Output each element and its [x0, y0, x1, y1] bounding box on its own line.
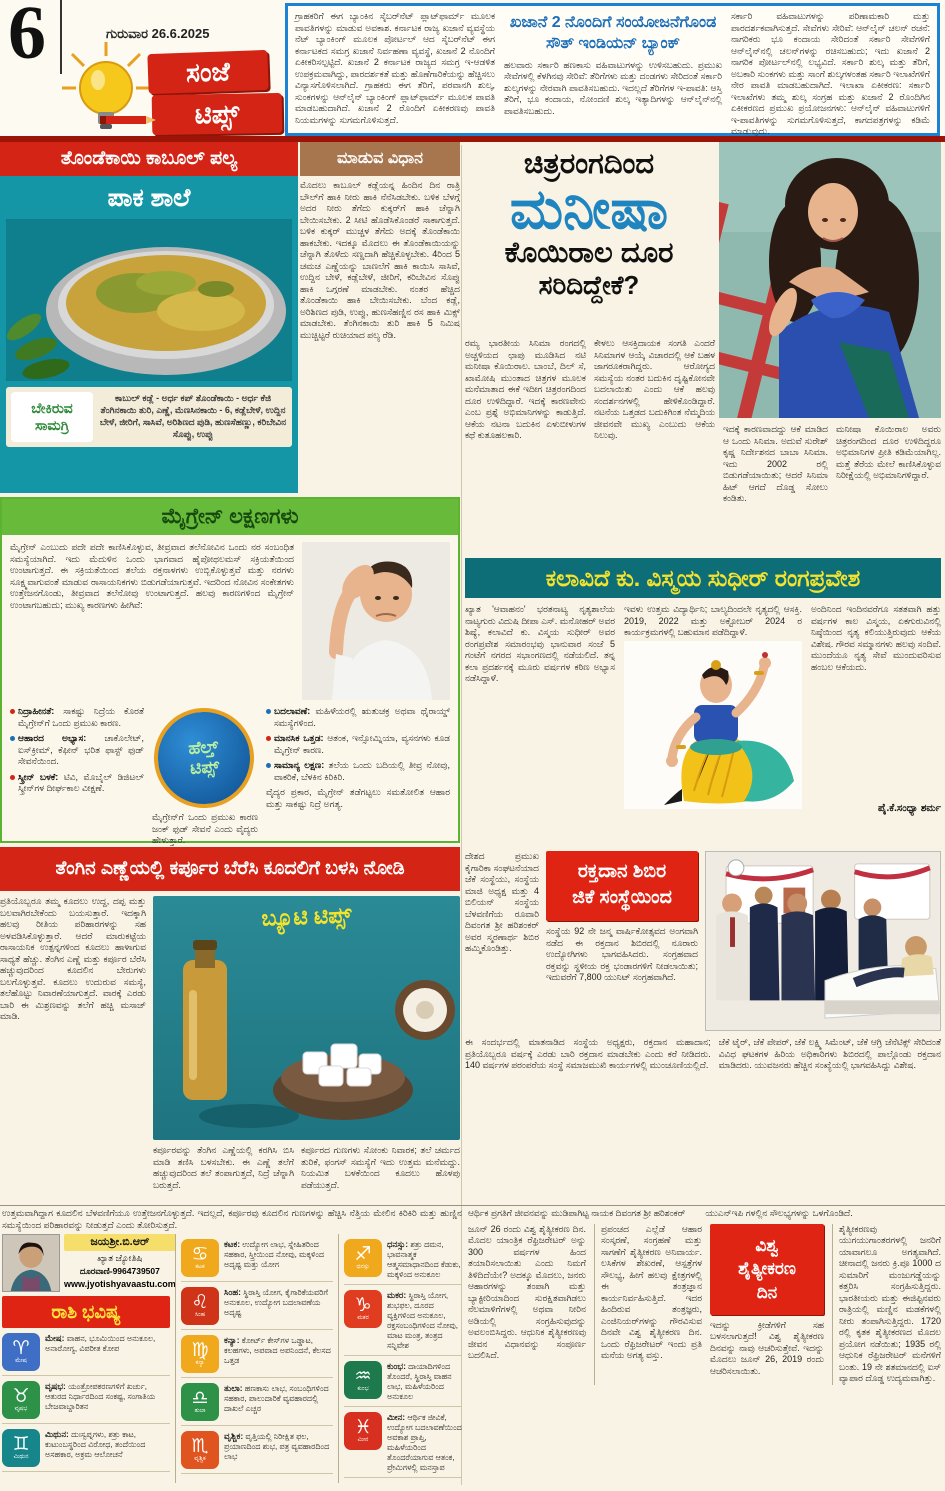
blood-title-line2: ಜಿಕೆ ಸಂಸ್ಥೆಯಿಂದ — [572, 886, 672, 908]
cancer-icon: ♋ ಕಟಕ — [181, 1239, 219, 1277]
manisha-article — [465, 142, 941, 556]
dancer-article — [465, 558, 941, 845]
zodiac-entry-aries: ♈ ಮೇಷ ಮೇಷ: ವಾಹನ, ಭೂಮಿಯಿಂದ ಅನುಕೂಲ, ಅನಾರೋಗ್ಯ, ವಿಪರೀತ ಕೋಪ — [2, 1333, 170, 1376]
zodiac-entry-pisces: ♓ ಮೀನ ಮೀನ: ಆರ್ಥಿಕ ಜೀವಿಕೆ, ಉದ್ಯೋಗ ಬದಲಾವಣೆಯಿಂದ ಅವಕಾಶ ಪ್ರಾಪ್ತಿ, ಮಹಿಳೆಯರಿಂದ ತೊಂದರೆಯಾಗುವ ಆತಂಕ, ಪ್ರೇಮಿಗಳಲ್ಲಿ ಮನಸ್ತಾಪ — [344, 1412, 462, 1478]
horoscope-title-band: ರಾಶಿ ಭವಿಷ್ಯ — [2, 1296, 170, 1328]
dancer-col1: ಖ್ಯಾತ 'ಆವಾಹನಂ' ಭರತನಾಟ್ಯ ನೃತ್ಯಶಾಲೆಯ ನಾಟ್ಯಗುರು ವಿದುಷಿ ದೀಪಾ ಎಸ್. ಮನೋಹರ್ ಅವರ ಶಿಷ್ಯೆ, ಕಲಾವಿದೆ ಕು. ವಿಸ್ಮಯ ಸುಧೀರ್ ಅವರ ರಂಗಪ್ರವೇಶ ಸಮಾರಂಭವು ಭಾನುವಾರ ಸಂಜೆ 5 ಗಂಟೆಗೆ ನಗರದ ಸಭಾಂಗಣದಲ್ಲಿ ನಡೆಯಲಿದೆ. ತನ್ನ ಕಲಾ ಪ್ರದರ್ಶನಕ್ಕೆ ಮೂರು ವರ್ಷಗಳ ಕಠಿಣ ಅಭ್ಯಾಸ ನಡೆಸಿದ್ದಾಳೆ. — [465, 604, 615, 684]
astrologer-name: ಜಯಶ್ರೀ.ಬಿ.ಆರ್ — [64, 1234, 176, 1251]
zodiac-entry-sagittarius: ♐ ಧನಸ್ಸು ಧನಸ್ಸು: ಶತ್ರು ದಮನ, ಭಾವನಾತ್ಮಕ ಆತ್ಮಸಮಾಧಾನದಿಂದ ಕೆಡುಕು, ಮಕ್ಕಳಿಂದ ಅನುಕೂಲ — [344, 1239, 462, 1285]
zodiac-entry-taurus: ♉ ವೃಷಭ ವೃಷಭ: ಯಂತ್ರೋಪಕರಣಗಳಿಗೆ ಖರ್ಚು, ಆತುರದ ನಿರ್ಧಾರದಿಂದ ಸಂಕಷ್ಟ, ಸಂಗಾತಿಯ ಬೇಜವಾಬ್ದಾರಿತನ — [2, 1381, 170, 1424]
bullet-icon — [10, 775, 15, 780]
health-tips-line2: ಟಿಪ್ಸ್ — [189, 756, 220, 778]
headline-line4: ಸರಿದಿದ್ದೇಕೆ? — [538, 270, 640, 300]
bullet-icon — [10, 736, 15, 741]
top-story-col1: ಗ್ರಾಹಕರಿಗೆ ಈಗ ಬ್ಯಾಂಕಿನ ಸೈಬರ್‌ನೆಟ್ ಪ್ಲಾಟ್‌ಫಾರ್ಮ್ ಮೂಲಕ ಪಾವತಿಗಳನ್ನು ಮಾಡುವ ಅವಕಾಶ. ಕರ್ನಾಟಕ ರಾಜ್ಯ ಖಜಾನೆ ವ್ಯವಸ್ಥೆಯ ನೆಟ್ ಬ್ಯಾಂಕಿಂಗ್ ಮೂಲಕ ಪೋರ್ಟಲ್ ಆದ ಸೈಬರ್‌ನೆಟ್ ಈಗ ಕರ್ನಾಟಕದ ಸಮಗ್ರ ಖಜಾನೆ ನಿರ್ವಹಣಾ ವ್ಯವಸ್ಥೆ, ಖಜಾನೆ 2 ನೊಂದಿಗೆ ಏಕೀಕರಿಸಲ್ಪಟ್ಟಿದೆ. ಖಜಾನೆ 2 ಕರ್ನಾಟಕ ರಾಜ್ಯದ ಸಮಗ್ರ ಇ-ಆಡಳಿತ ಉಪಕ್ರಮವಾಗಿದ್ದು, ಪಾರದರ್ಶಕತೆ ಮತ್ತು ಹೊಣೆಗಾರಿಕೆಯನ್ನು ಹೆಚ್ಚಿಸಲು ವಿನ್ಯಾಸಗೊಳಿಸಲಾಗಿದೆ. ಗ್ರಾಹಕರು ಈಗ ತೆರಿಗೆ, ಪರವಾನಗಿ ಶುಲ್ಕ, ಸುಂಕಗಳನ್ನು ಆನ್‌ಲೈನ್ ಬ್ಯಾಂಕಿಂಗ್ ಪ್ಲಾಟ್‌ಫಾರ್ಮ್ ಮೂಲಕ ಪಾವತಿ ಮಾಡಬಹುದಾಗಿದೆ. ಖಜಾನೆ 2 ರೊಂದಿಗೆ ಏಕೀಕರಣವು ಪಾವತಿ ನಿಯಮಗಳನ್ನು ಸುಗಮಗೊಳಿಸುತ್ತದೆ. — [295, 11, 495, 125]
manisha-cols-left — [465, 338, 715, 556]
aquarius-icon: ♒ ಕುಂಭ — [344, 1361, 382, 1399]
beauty-tail: ಉತ್ತಮವಾಗಿದ್ದಾಗ ಕೂದಲಿನ ಬೆಳವಣಿಗೆಯೂ ಉತ್ತೇಜನಗೊಳ್ಳುತ್ತದೆ. ಇದಲ್ಲದೆ, ಕರ್ಪೂರವು ಕೂದಲಿನ ಗುಣಗಳನ್ನು ಹೆಚ್ಚಿಸಿ ನೆತ್ತಿಯ ಮೇಲಿನ ಕಿರಿಕಿರಿ ಮತ್ತು ಹುಣ್ಣಿನ ಸಮಸ್ಯೆಯಿಂದ ಪರಿಹಾರವನ್ನು ನೀಡುತ್ತದೆ ಎಂದು ತೋರಿಸುತ್ತದೆ. — [2, 1208, 462, 1230]
dancer-photo — [624, 641, 802, 809]
blood-intro-col: ದೇಶದ ಪ್ರಮುಖ ಕೈಗಾರಿಕಾ ಸಂಘಟನೆಯಾದ ಜೆಕೆ ಸಂಸ್ಥೆಯು, ಸಂಸ್ಥೆಯ ಮಾಜಿ ಅಧ್ಯಕ್ಷ ಮತ್ತು 4 ಬಿಲಿಯನ್ ಸಂಸ್ಥೆಯ ಬೆಳವಣಿಗೆಯ ರೂವಾರಿ ದಿವಂಗತ ಶ್ರೀ ಹರಿಶಂಕರ್ ಅವರ ಸ್ಮರಣಾರ್ಥ ಶಿಬಿರ ಹಮ್ಮಿಕೊಂಡಿತ್ತು. — [465, 851, 539, 954]
refrigeration-title-box — [710, 1224, 824, 1315]
dancer-col3: ಅಂದಿನಿಂದ ಇಂದಿನವರೆಗೂ ಸತತವಾಗಿ ಹತ್ತು ವರ್ಷಗಳ ಕಾಲ ವಿಸ್ಮಯ, ಏಕಗುರುವಿನಲ್ಲಿ ನಿಷ್ಠೆಯಿಂದ ನೃತ್ಯ ಕಲಿಯುತ್ತಿರುವುದು ಆಕೆಯ ವಿಶೇಷ. ಗೌರವ ಸಮ್ಮಾನಗಳು ಹಲವು ಸಂದಿವೆ. ಮುಂದೆಯೂ ನೃತ್ಯ ಸೇವೆ ಮುಂದುವರಿಸುವ ಹಂಬಲ ಆಕೆಯದು. — [811, 604, 941, 672]
blood-title-box — [546, 851, 698, 921]
astrologer-phone: ದೂರವಾಣಿ-9964739507 — [79, 1266, 160, 1277]
leo-icon: ♌ ಸಿಂಹ — [181, 1287, 219, 1325]
zodiac-entry-cancer: ♋ ಕಟಕ ಕಟಕ: ಉದ್ಯೋಗ ಲಾಭ, ಸ್ನೇಹಿತರಿಂದ ಸಹಕಾರ, ಸ್ತ್ರೀಯಿಂದ ನೋವು, ಮಕ್ಕಳಿಂದ ಅದೃಷ್ಟ ಮತ್ತು ಯೋಗ — [181, 1239, 333, 1282]
migraine-article — [0, 497, 460, 846]
astrologer-photo — [2, 1234, 60, 1292]
manisha-col2: ಕೇಳಲು ಆಸಕ್ತಿದಾಯಕ ಸಂಗತಿ ಎಂದರೆ ಸಿನಿಮಾಗಳ ಆಯ್ಕೆ ವಿಚಾರದಲ್ಲಿ ಆಕೆ ಬಹಳ ಜಾಗರೂಕರಾಗಿದ್ದರು. ಆರೋಗ್ಯದ ಸಮಸ್ಯೆಯ ನಂತರ ಬದುಕಿನ ದೃಷ್ಟಿಕೋನವೇ ಬದಲಾಯಿತು ಎಂದು ಆಕೆ ಹಲವು ಸಂದರ್ಶನಗಳಲ್ಲಿ ಹೇಳಿಕೊಂಡಿದ್ದಾರೆ. ನಟನೆಯ ಒತ್ತಡದ ಬದುಕಿಗಿಂತ ನೆಮ್ಮದಿಯ ಜೀವನವೇ ಮುಖ್ಯ ಎಂಬುದು ಆಕೆಯ ನಿಲುವು. — [594, 338, 715, 441]
horoscope-section — [2, 1208, 462, 1491]
logo-line2: ಟಿಪ್ಸ್ — [152, 93, 283, 135]
astrologer-card — [2, 1234, 176, 1292]
beauty-photo — [153, 896, 460, 1140]
manisha-cols-right — [723, 424, 941, 556]
recipe-food-photo — [6, 219, 292, 381]
headline-name: ಮನೀಷಾ — [509, 177, 669, 240]
health-tips-line1: ಹೆಲ್ತ್ — [187, 737, 219, 759]
virgo-icon: ♍ ಕನ್ಯಾ — [181, 1335, 219, 1373]
zodiac-entry-capricorn: ♑ ಮಕರ ಮಕರ: ಸ್ಥಿರಾಸ್ತಿ ಯೋಗ, ಶುಭಫಲ, ದೂರದ ವ್ಯಕ್ತಿಗಳಿಂದ ಅನುಕೂಲ, ರಕ್ತಸಂಬಂಧಿಗಳಿಂದ ನೋವು, ಮಾಟ ಮಂತ್ರ, ತಂತ್ರದ ಸನ್ನಿವೇಶ — [344, 1290, 462, 1356]
scorpio-icon: ♏ ವೃಶ್ಚಿಕ — [181, 1431, 219, 1469]
zodiac-entry-aquarius: ♒ ಕುಂಭ ಕುಂಭ: ದಾಯಾದಿಗಳಿಂದ ತೊಂದರೆ, ಸ್ಥಿರಾಸ್ತಿ ವಾಹನ ಲಾಭ, ಮಹಿಳೆಯರಿಂದ ಅನುಕೂಲ — [344, 1361, 462, 1407]
manisha-col1: ರಮ್ಯ ಭಾರತೀಯ ಸಿನಿಮಾ ರಂಗದಲ್ಲಿ ಅಚ್ಚಳಿಯದ ಛಾಪು ಮೂಡಿಸಿದ ನಟಿ ಮನೀಷಾ ಕೊಯಿರಾಲ. ಬಾಂಬೆ, ದಿಲ್ ಸೆ, ಖಾಮೋಷಿ ಮುಂತಾದ ಚಿತ್ರಗಳ ಮೂಲಕ ಮನೆಮಾತಾದ ಈಕೆ ಇದೀಗ ಚಿತ್ರರಂಗದಿಂದ ದೂರ ಉಳಿದಿದ್ದಾರೆ. ಇದಕ್ಕೆ ಕಾರಣವೇನು ಎಂಬ ಪ್ರಶ್ನೆ ಅಭಿಮಾನಿಗಳನ್ನು ಕಾಡುತ್ತಿದೆ. ಆಕೆಯ ನಟನಾ ಬದುಕಿನ ಏಳುಬೀಳುಗಳ ಕಥೆ ಕುತೂಹಲಕಾರಿ. — [465, 338, 586, 441]
top-story-col2: ಹಲವಾರು ಸರ್ಕಾರಿ ಹಣಕಾಸು ವಹಿವಾಟುಗಳನ್ನು ಉಳಿಸಬಹುದು. ಪ್ರಮುಖ ಸೇವೆಗಳಲ್ಲಿ ಕೆಳಗಿನವು ಸೇರಿವೆ: ತೆರಿಗೆಗಳು ಮತ್ತು ದಂಡಗಳು ಸೇರಿದಂತೆ ಸರ್ಕಾರಿ ಶುಲ್ಕಗಳನ್ನು ನೇರವಾಗಿ ಪಾವತಿಸಬಹುದು. ಇದಲ್ಲದೆ ತೆರಿಗೆಗಳ ಇ-ಪಾವತಿ: ಆಸ್ತಿ ತೆರಿಗೆ, ಭೂ ಕಂದಾಯ, ನೋಂದಣಿ ಶುಲ್ಕ ಇತ್ಯಾದಿಗಳನ್ನು ಆನ್‌ಲೈನ್‌ನಲ್ಲಿ ಪಾವತಿಸಬಹುದು. — [504, 59, 722, 116]
top-story-headline: ಖಜಾನೆ 2 ನೊಂದಿಗೆ ಸಂಯೋಜನೆಗೊಂಡ ಸೌತ್ ಇಂಡಿಯನ್ ಬ್ಯಾಂಕ್ — [509, 14, 717, 52]
bullet-icon — [266, 763, 271, 768]
health-tips-badge — [151, 705, 258, 812]
recipe-title-band: ತೊಂಡೆಕಾಯಿ ಕಾಬೂಲ್ ಪಲ್ಯ — [0, 142, 298, 176]
taurus-icon: ♉ ವೃಷಭ — [2, 1381, 40, 1419]
coconut-oil-photo — [153, 940, 459, 1140]
headline-line3: ಕೊಯಿರಾಲ ದೂರ — [504, 237, 674, 269]
ingredients-label: ಬೇಕಿರುವ ಸಾಮಗ್ರಿ — [11, 392, 93, 442]
pisces-icon: ♓ ಮೀನ — [344, 1412, 382, 1450]
blood-tail: ಆರ್ಥಿಕ ಪ್ರಗತಿಗೆ ಜೀವನವನ್ನು ಮುಡಿಪಾಗಿಟ್ಟ ನಾಯಕ ದಿವಂಗತ ಶ್ರೀ ಹರಿಶಂಕರ್ — [468, 1208, 686, 1218]
beauty-title-band: ತೆಂಗಿನ ಎಣ್ಣೆಯಲ್ಲಿ ಕರ್ಪೂರ ಬೆರೆಸಿ ಕೂದಲಿಗೆ ಬಳಸಿ ನೋಡಿ — [0, 847, 460, 891]
manisha-col3: ಇದಕ್ಕೆ ಕಾರಣವಾದದ್ದು ಆಕೆ ಮಾಡಿದ ಆ ಒಂದು ಸಿನಿಮಾ. ಅದುವೆ ಸುರೇಶ್ ಕೃಷ್ಣ ನಿರ್ದೇಶನದ ಬಾಬಾ ಸಿನಿಮಾ. ಇದು 2002 ರಲ್ಲಿ ಬಿಡುಗಡೆಯಾಯಿತು; ಆದರೆ ಸಿನಿಮಾ ಹಿಟ್ ಆಗದೆ ದೊಡ್ಡ ಸೋಲು ಕಂಡಿತು. — [723, 424, 828, 504]
aries-icon: ♈ ಮೇಷ — [2, 1333, 40, 1371]
top-story — [285, 3, 940, 136]
beauty-col-left: ಪ್ರತಿಯೊಬ್ಬರೂ ತಮ್ಮ ಕೂದಲು ಉದ್ದ, ದಪ್ಪ ಮತ್ತು ಬಲವಾಗಿರಬೇಕೆಂದು ಬಯಸುತ್ತಾರೆ. ಇದಕ್ಕಾಗಿ ಹಲವು ರೀತಿಯ ಪರಿಹಾರಗಳನ್ನು ಸಹ ಅಳವಡಿಸಿಕೊಳ್ಳುತ್ತಾರೆ. ಆದರೆ ಮಾರುಕಟ್ಟೆಯ ರಾಸಾಯನಿಕ ಉತ್ಪನ್ನಗಳಿಂದ ಕೂದಲು ಹಾಳಾಗುವ ಸಾಧ್ಯತೆ ಹೆಚ್ಚು. ತೆಂಗಿನ ಎಣ್ಣೆ ಮತ್ತು ಕರ್ಪೂರ ಬೆರೆಸಿ ಹಚ್ಚುವುದರಿಂದ ಕೂದಲಿನ ಬೇರುಗಳು ಬಲಗೊಳ್ಳುತ್ತವೆ. ಕೂದಲು ಉದುರುವ ಸಮಸ್ಯೆ, ತಲೆಹೊಟ್ಟು ನಿವಾರಣೆಯಾಗುತ್ತದೆ. ವಾರಕ್ಕೆ ಎರಡು ಬಾರಿ ಈ ಮಿಶ್ರಣವನ್ನು ತಲೆಗೆ ಹಚ್ಚಿ ಮಸಾಜ್ ಮಾಡಿ. — [0, 896, 146, 1022]
method-text: ಮೊದಲು ಕಾಬೂಲ್ ಕಡ್ಲೆಯನ್ನ ಹಿಂದಿನ ದಿನ ರಾತ್ರಿ ಬೌಲ್‌ಗೆ ಹಾಕಿ ನೀರು ಹಾಕಿ ನೆನೆಸಿಡಬೇಕು. ಬಳಿಕ ಬೆಳಗ್ಗೆ ಅದರ ನೀರು ತೆಗೆದು ಕುಕ್ಕರ್‌ಗೆ ಹಾಕಿ ಚೆನ್ನಾಗಿ ಬೇಯಿಸಬೇಕು. 2 ಸೀಟಿ ಹೊಡೆಸಿಕೊಂಡರೆ ಸಾಕಾಗುತ್ತದೆ. ಬಳಿಕ ಕುಕ್ಕರ್ ಮುಚ್ಚಳ ತೆಗೆದು ಅದಕ್ಕೆ ತೊಂಡೆಕಾಯಿ ಹಾಕಬೇಕು. ಇದಕ್ಕೂ ಮೊದಲು ಈ ತೊಂಡೆಕಾಯಿಯನ್ನು ಚೆನ್ನಾಗಿ ತೊಳೆದು ಸಣ್ಣದಾಗಿ ಹೆಚ್ಚಿಕೊಳ್ಳಬೇಕು. 4ರಿಂದ 5 ಚಮಚ ಎಣ್ಣೆಯನ್ನು ಬಾಣಲೆಗೆ ಹಾಕಿ ಕಾಯಿಸಿ ಸಾಸಿವೆ, ಉದ್ದಿನ ಬೇಳೆ, ಕಡ್ಲೆಬೇಳೆ, ಜೀರಿಗೆ, ಕರಿಬೇವಿನ ಸೊಪ್ಪು ಹಾಕಿ ಒಗ್ಗರಣೆ ಮಾಡಬೇಕು. ನಂತರ ಹೆಚ್ಚಿದ ತೊಂಡೆಕಾಯಿ ಹಾಕಿ ಬೇಯಿಸಬೇಕು. ಬೆಂದ ಕಡ್ಲೆ, ಅರಿಶಿಣದ ಪುಡಿ, ಉಪ್ಪು, ಹುಣಸೆಹಣ್ಣಿನ ರಸ ಹಾಕಿ ಮಿಕ್ಸ್ ಮಾಡಬೇಕು. ತೆಂಗಿನಕಾಯಿ ತುರಿ ಹಾಕಿ 5 ನಿಮಿಷ ಮುಚ್ಚಿಟ್ಟರೆ ರುಚಿಯಾದ ಪಲ್ಯ ರೆಡಿ. — [300, 180, 460, 340]
logo-line1: ಸಂಜೆ — [147, 50, 268, 94]
beauty-col-b2: ಕರ್ಪೂರದ ಗುಣಗಳು ಸೋಂಕು ನಿವಾರಕ; ತಲೆ ಚರ್ಮದ ತುರಿಕೆ, ಫಂಗಸ್ ಸಮಸ್ಯೆಗೆ ಇದು ಉತ್ತಮ ಮನೆಮದ್ದು. ನಿಯಮಿತ ಬಳಕೆಯಿಂದ ಕೂದಲು ಹೊಳಪು ಪಡೆಯುತ್ತದೆ. — [301, 1145, 460, 1190]
recipe-kicker: ಪಾಕ ಶಾಲೆ — [107, 184, 191, 212]
capricorn-icon: ♑ ಮಕರ — [344, 1290, 382, 1328]
blood-col3: ಜೆಕೆ ಟೈರ್, ಜೆಕೆ ಪೇಪರ್, ಜೆಕೆ ಲಕ್ಷ್ಮಿ ಸಿಮೆಂಟ್, ಜೆಕೆ ಆಗ್ರಿ ಜೆನೆಟಿಕ್ಸ್ ಸೇರಿದಂತೆ ವಿವಿಧ ಘಟಕಗಳ ಹಿರಿಯ ಅಧಿಕಾರಿಗಳು ಶಿಬಿರದಲ್ಲಿ ಪಾಲ್ಗೊಂಡು ರಕ್ತದಾನ ಮಾಡಿದರು. ಯುವಜನರು ಹೆಚ್ಚಿನ ಸಂಖ್ಯೆಯಲ್ಲಿ ಭಾಗವಹಿಸಿದ್ದು ವಿಶೇಷ. — [718, 1037, 941, 1071]
zodiac-entry-gemini: ♊ ಮಿಥುನ ಮಿಥುನ: ದುಃಸ್ವಪ್ನಗಳು, ಶತ್ರು ಕಾಟ, ಕುಟುಂಬಸ್ಥರಿಂದ ವಿರೋಧ, ತಂದೆಯಿಂದ ಅಸಹಕಾರ, ಅಕ್ರಮ ಆಲೋಚನೆ — [2, 1429, 170, 1472]
migraine-middle — [152, 706, 258, 847]
sagittarius-icon: ♐ ಧನಸ್ಸು — [344, 1239, 382, 1277]
manisha-headline — [465, 148, 713, 302]
refrig-title-line1: ವಿಶ್ವ — [755, 1235, 779, 1255]
manisha-col4: ಮನೀಷಾ ಕೊಯಿರಾಲ ಅವರು ಚಿತ್ರರಂಗದಿಂದ ದೂರ ಉಳಿದಿದ್ದರೂ ಅಭಿಮಾನಿಗಳ ಪ್ರೀತಿ ಕಡಿಮೆಯಾಗಿಲ್ಲ. ಮತ್ತೆ ತೆರೆಯ ಮೇಲೆ ಕಾಣಿಸಿಕೊಳ್ಳುವ ನಿರೀಕ್ಷೆಯಲ್ಲಿ ಅಭಿಮಾನಿಗಳಿದ್ದಾರೆ. — [836, 424, 941, 481]
bullet-icon — [10, 709, 15, 714]
refrig-col1: ಜೂನ್ 26 ರಂದು ವಿಶ್ವ ಶೈತ್ಯೀಕರಣ ದಿನ. ಮೊದಲ ಯಾಂತ್ರಿಕ ರೆಫ್ರಿಜರೇಟರ್ ಅನ್ನು 300 ವರ್ಷಗಳ ಹಿಂದ ತಯಾರಿಸಲಾಯಿತು ಎಂದು ನಿಮಗೆ ತಿಳಿದಿದೆಯೇ? ಅದಕ್ಕೂ ಮೊದಲು, ಜನರು ಆಹಾರಗಳನ್ನು ತಂಪಾಗಿ ಮತ್ತು ಬ್ಯಾಕ್ಟೀರಿಯಾದಿಂದ ಸುರಕ್ಷಿತವಾಗಿಡಲು ನೆಲಮಾಳಿಗೆಗಳಲ್ಲಿ ಅಥವಾ ನೀರಿನ ಅಡಿಯಲ್ಲಿ ಸಂಗ್ರಹಿಸುವುದನ್ನು ಅವಲಂಬಿಸಿದ್ದರು. ಆಧುನಿಕ ಶೈತ್ಯೀಕರಣವು ಜೀವನ ವಿಧಾನವನ್ನು ಸಂಪೂರ್ಣ ಬದಲಿಸಿದೆ. — [468, 1223, 586, 1361]
zodiac-entry-scorpio: ♏ ವೃಶ್ಚಿಕ ವೃಶ್ಚಿಕ: ವೃತ್ತಿಯಲ್ಲಿ ನಿರೀಕ್ಷಿತ ಫಲ, ಪ್ರಯಾಣದಿಂದ ಶುಭ, ಪತ್ರ ವ್ಯವಹಾರದಿಂದ ಲಾಭ — [181, 1431, 333, 1474]
date-label: ಗುರುವಾರ 26.6.2025 — [106, 26, 210, 41]
bullet-icon — [266, 736, 271, 741]
dancer-byline: ಪೈ.ಕೆ.ಸಂಧ್ಯಾ ಶರ್ಮ — [877, 802, 941, 814]
blood-title-line1: ರಕ್ತದಾನ ಶಿಬಿರ — [577, 861, 667, 882]
migraine-title-band: ಮೈಗ್ರೇನ್ ಲಕ್ಷಣಗಳು — [2, 499, 458, 535]
zodiac-entry-virgo: ♍ ಕನ್ಯಾ ಕನ್ಯಾ: ಕೋರ್ಟ್ ಕೇಸ್‌ಗಳ ಒಡ್ಡಾಟ, ಕಲಹಗಳು, ಅಪವಾದ ಅಪನಿಂದನೆ, ಕೆಲಸದ ಒತ್ತಡ — [181, 1335, 333, 1378]
blood-donation-article — [465, 847, 941, 1205]
blood-camp-photo — [705, 851, 941, 1031]
recipe-box — [0, 176, 298, 493]
blood-col2: ಈ ಸಂದರ್ಭದಲ್ಲಿ ಮಾತನಾಡಿದ ಸಂಸ್ಥೆಯ ಅಧ್ಯಕ್ಷರು, ರಕ್ತದಾನ ಮಹಾದಾನ; ಪ್ರತಿಯೊಬ್ಬರೂ ವರ್ಷಕ್ಕೆ ಎರಡು ಬಾರಿ ರಕ್ತದಾನ ಮಾಡಬೇಕು ಎಂದು ಕರೆ ನೀಡಿದರು. 140 ವರ್ಷಗಳ ಪರಂಪರೆಯ ಸಂಸ್ಥೆ ಸಮಾಜಮುಖಿ ಕಾರ್ಯಗಳಲ್ಲಿ ಮುಂಚೂಣಿಯಲ್ಲಿದೆ. — [465, 1037, 711, 1071]
beauty-tips-label: ಬ್ಯೂಟಿ ಟಿಪ್ಸ್ — [260, 902, 352, 931]
refrig-col4: ಶೈತ್ಯೀಕರಣವು ಯುಗಯುಗಾಂತರಗಳಲ್ಲಿ ಜನರಿಗೆ ಯಾವಾಗಲೂ ಅಗತ್ಯವಾಗಿದೆ. ಚೀನಾದಲ್ಲಿ ಜನರು ಕ್ರಿ.ಪೂ 1000 ದ ಸುಮಾರಿಗೆ ಮಂಜುಗಡ್ಡೆಯನ್ನು ಕತ್ತರಿಸಿ ಸಂಗ್ರಹಿಸುತ್ತಿದ್ದರು. ಭಾರತೀಯರು ಮತ್ತು ಈಜಿಪ್ಟಿನವರು ರಾತ್ರಿಯಲ್ಲಿ ಮಣ್ಣಿನ ಮಡಕೆಗಳಲ್ಲಿ ನೀರು ತಂಪಾಗಿಸುತ್ತಿದ್ದರು. 1720 ರಲ್ಲಿ ಕೃತಕ ಶೈತ್ಯೀಕರಣದ ಮೊದಲ ಪ್ರಯೋಗ ನಡೆಯಿತು; 1935 ರಲ್ಲಿ ಆಧುನಿಕ ರೆಫ್ರಿಜರೇಟರ್ ಮನೆಗಳಿಗೆ ಬಂತು. 19 ನೇ ಶತಮಾನದಲ್ಲಿ ಐಸ್ ವ್ಯಾಪಾರ ದೊಡ್ಡ ಉದ್ಯಮವಾಗಿತ್ತು. — [832, 1224, 941, 1385]
top-story-col3: ಸರ್ಕಾರಿ ವಹಿವಾಟುಗಳನ್ನು ಪರಿಣಾಮಕಾರಿ ಮತ್ತು ಪಾರದರ್ಶಕವಾಗಿಸುತ್ತದೆ. ಸೇವೆಗಳು ಸೇರಿವೆ: ಆನ್‌ಲೈನ್ ಚಲನ್ ರಚನೆ: ನಾಗರಿಕರು ಭೂ ಕಂದಾಯ ಸೇರಿದಂತೆ ಸರ್ಕಾರಿ ಸೇವೆಗಳಿಗೆ ಆನ್‌ಲೈನ್‌ನಲ್ಲಿ ಚಲನ್‌ಗಳನ್ನು ರಚಿಸಬಹುದು; ಇದು ಖಜಾನೆ 2 ನಾಗರಿಕ ಪೋರ್ಟಲ್‌ನಲ್ಲಿ ಲಭ್ಯವಿದೆ. ಸರ್ಕಾರಿ ಶುಲ್ಕ ಮತ್ತು ತೆರಿಗೆ, ಅಬಕಾರಿ ಸುಂಕಗಳು ಮತ್ತು ಸಾಂಗೆ ಶುಲ್ಕಗಳಂತಹ ಸರ್ಕಾರಿ ಇಲಾಖೆಗಳಿಗೆ ನೇರ ಪಾವತಿ ಮಾಡಬಹುದಾಗಿದೆ. ಇಲಾಖಾ ಏಕೀಕರಣ: ಸರ್ಕಾರಿ ಇಲಾಖೆಗಳು ತಮ್ಮ ಶುಲ್ಕ ಸಂಗ್ರಹ ಮತ್ತು ಖಜಾನೆ 2 ರೊಂದಿಗಿನ ಏಕೀಕರಣದ ಪ್ರಮುಖ ಪ್ರಯೋಜನಗಳು: ಆನ್‌ಲೈನ್ ವಹಿವಾಟುಗಳಿಗೆ ಇ-ಪಾವತಿಗಳನ್ನು ಸುಗಮಗೊಳಿಸುತ್ತದೆ, ಕಾಗದಪತ್ರಗಳನ್ನು ಕಡಿಮೆ ಮಾಡುವುದು. — [731, 11, 930, 137]
refrigeration-section — [468, 1208, 941, 1491]
headache-man-photo — [302, 542, 450, 700]
refrig-title-line3: ದಿನ — [756, 1283, 778, 1303]
migraine-footer: ವೈದ್ಯರ ಪ್ರಕಾರ, ಮೈಗ್ರೇನ್ ತಡೆಗಟ್ಟಲು ಸಮತೋಲಿತ ಆಹಾರ ಮತ್ತು ಸಾಕಷ್ಟು ನಿದ್ರೆ ಅಗತ್ಯ. — [266, 787, 450, 809]
astrologer-title: ಖ್ಯಾತ ಜ್ಯೋತಿಷಿ — [97, 1253, 143, 1264]
dancer-title-band: ಕಲಾವಿದೆ ಕು. ವಿಸ್ಮಯ ಸುಧೀರ್ ರಂಗಪ್ರವೇಶ — [465, 558, 941, 598]
astrologer-website: www.jyotishyavaastu.com — [64, 1279, 176, 1290]
manisha-photo — [719, 142, 941, 418]
beauty-col-b1: ಕರ್ಪೂರವನ್ನು ತೆಂಗಿನ ಎಣ್ಣೆಯಲ್ಲಿ ಕರಗಿಸಿ ಬಿಸಿ ಮಾಡಿ ತಣಿಸಿ ಬಳಸಬೇಕು. ಈ ಎಣ್ಣೆ ತಲೆಗೆ ಹಚ್ಚುವುದರಿಂದ ತಲೆ ತಂಪಾಗುತ್ತದೆ, ನಿದ್ರೆ ಚೆನ್ನಾಗಿ ಬರುತ್ತದೆ. — [153, 1145, 295, 1190]
refrig-title-line2: ಶೈತ್ಯೀಕರಣ — [738, 1259, 796, 1279]
beauty-article — [0, 847, 460, 1205]
bullet-icon — [266, 709, 271, 714]
headline-kicker: ಚಿತ್ರರಂಗದಿಂದ — [523, 148, 655, 180]
migraine-extra: ಮೈಗ್ರೇನ್‌ಗೆ ಒಂದು ಪ್ರಮುಖ ಕಾರಣ ಜಂಕ್ ಫುಡ್ ಸೇವನೆ ಎಂದು ವೈದ್ಯರು ಹೇಳುತ್ತಾರೆ. — [152, 812, 258, 846]
ingredients-text: ಕಾಬುಲ್ ಕಡ್ಲೆ - ಅರ್ಧ ಕಪ್ ತೊಂಡೆಕಾಯಿ - ಅರ್ಧ ಕೆಜಿ ತೆಂಗಿನಕಾಯಿ ತುರಿ, ಎಣ್ಣೆ, ಮೆಣಸಿನಕಾಯಿ - 6, ಕಡ್ಲೆಬೇಳೆ, ಉದ್ದಿನ ಬೇಳೆ, ಜೀರಿಗೆ, ಸಾಸಿವೆ, ಅರಿಶಿಣದ ಪುಡಿ, ಹುಣಸೆಹಣ್ಣು, ಕರಿಬೇವಿನ ಸೊಪ್ಪು, ಉಪ್ಪು — [99, 393, 287, 440]
bottom-rule — [0, 1205, 945, 1206]
zodiac-entry-leo: ♌ ಸಿಂಹ ಸಿಂಹ: ಸ್ಥಿರಾಸ್ತಿ ಯೋಗ, ಕೈಗಾರಿಕೆಯವರಿಗೆ ಅನುಕೂಲ, ಉದ್ಯೋಗ ಬದಲಾವಣೆಯ ಅದೃಷ್ಟ — [181, 1287, 333, 1330]
refrig-col3: ಇದನ್ನು ಕ್ರೀಡೆಗಳಿಗೆ ಸಹ ಬಳಸಲಾಗುತ್ತದೆ! ವಿಶ್ವ ಶೈತ್ಯೀಕರಣ ದಿನವನ್ನು ನಾವು ಆಚರಿಸುತ್ತೇವೆ. ಇದನ್ನು ಮೊದಲು ಜೂನ್ 26, 2019 ರಂದು ಆಚರಿಸಲಾಯಿತು. — [710, 1319, 824, 1376]
method-title-band: ಮಾಡುವ ವಿಧಾನ — [300, 142, 460, 176]
masthead — [0, 0, 945, 136]
gemini-icon: ♊ ಮಿಥುನ — [2, 1429, 40, 1467]
ingredients-strip — [6, 387, 292, 447]
page-number: 6 — [8, 0, 62, 74]
migraine-bullets-left: ನಿದ್ರಾಹೀನತೆ: ಸಾಕಷ್ಟು ನಿದ್ರೆಯ ಕೊರತೆ ಮೈಗ್ರೇನ್‌ಗೆ ಒಂದು ಪ್ರಮುಖ ಕಾರಣ. ಆಹಾರದ ಅಭ್ಯಾಸ: ಚಾಕೊಲೇಟ್, ಐಸ್‌ಕ್ರೀಮ್, ಕೆಫೀನ್ ಭರಿತ ಫಾಸ್ಟ್ ಫುಡ್ ಸೇವನೆಯಿಂದ. ಸ್ಕ್ರೀನ್ ಬಳಕೆ: ಟಿವಿ, ಮೊಬೈಲ್ ಡಿಜಿಟಲ್ ಸ್ಕ್ರೀನ್‌ಗಳ ದೀರ್ಘಕಾಲ ವೀಕ್ಷಣೆ. — [10, 706, 144, 847]
refrig-lead-tail: ಯುಎನ್‌ಇಪಿ ಗಳಲ್ಲಿನ ಸೌಲಭ್ಯಗಳನ್ನು ಒಳಗೊಂಡಿದೆ. — [705, 1208, 853, 1218]
blood-col1: ಸಂಸ್ಥೆಯ 92 ನೇ ಜನ್ಮ ವಾರ್ಷಿಕೋತ್ಸವದ ಅಂಗವಾಗಿ ನಡೆದ ಈ ರಕ್ತದಾನ ಶಿಬಿರದಲ್ಲಿ ನೂರಾರು ಉದ್ಯೋಗಿಗಳು ಭಾಗವಹಿಸಿದರು. ಸಂಗ್ರಹವಾದ ರಕ್ತವನ್ನು ಸ್ಥಳೀಯ ರಕ್ತ ಭಂಡಾರಗಳಿಗೆ ನೀಡಲಾಯಿತು; ಇದುವರೆಗೆ 7,800 ಯುನಿಟ್ ಸಂಗ್ರಹವಾಗಿದೆ. — [546, 926, 698, 983]
refrig-col2: ಪ್ರಪಂಚದ ಎಲ್ಲೆಡೆ ಆಹಾರ ಸಂಸ್ಕರಣೆ, ಸಂಗ್ರಹಣೆ ಮತ್ತು ಸಾಗಣೆಗೆ ಶೈತ್ಯೀಕರಣ ಅನಿವಾರ್ಯ. ಲಸಿಕೆಗಳ ಶೇಖರಣೆ, ಆಸ್ಪತ್ರೆಗಳ ಸೌಲಭ್ಯ, ಹೀಗೆ ಹಲವು ಕ್ಷೇತ್ರಗಳಲ್ಲಿ ಈ ತಂತ್ರಜ್ಞಾನ ಕಾರ್ಯನಿರ್ವಹಿಸುತ್ತಿದೆ. ಇದರ ಹಿಂದಿರುವ ತಂತ್ರಜ್ಞರು, ಎಂಜಿನಿಯರ್‌ಗಳನ್ನು ಗೌರವಿಸುವ ದಿನವೇ ವಿಶ್ವ ಶೈತ್ಯೀಕರಣ ದಿನ. ಒಂದು ರೆಫ್ರಿಜರೇಟರ್ ಇಂದು ಪ್ರತಿ ಮನೆಯ ಅಗತ್ಯ ವಸ್ತು. — [594, 1224, 702, 1385]
migraine-intro: ಮೈಗ್ರೇನ್ ಎಂಬುದು ಪದೇ ಪದೇ ಕಾಣಿಸಿಕೊಳ್ಳುವ, ತೀವ್ರವಾದ ತಲೆನೋವಿನ ಒಂದು ನರ ಸಂಬಂಧಿತ ಸಮಸ್ಯೆಯಾಗಿದೆ. ಇದು ಮೆದುಳಿನ ಒಂದು ಭಾಗವಾದ ಹೈಪೋಥಲಮಸ್ ಸಕ್ರಿಯತೆಯಿಂದ ಉಂಟಾಗುತ್ತದೆ. ಈ ಸಕ್ರಿಯತೆಯಿಂದ ತಲೆಯ ರಕ್ತನಾಳಗಳು ಉಬ್ಬಿಕೊಳ್ಳುತ್ತವೆ ಮತ್ತು ನರಗಳು ಸೂಕ್ಷ್ಮವಾಗುವಂತೆ ಮಾಡುವ ರಾಸಾಯನಿಕಗಳು ಬಿಡುಗಡೆಯಾಗುತ್ತವೆ. ಇದರಿಂದ ನೋವಿನ ಸಂಕೇತಗಳು ಉತ್ತೇಜನಗೊಂಡು, ತೀವ್ರವಾದ ತಲೆನೋವು ಉಂಟಾಗುತ್ತದೆ. ಹಲವು ಕಾರಣಗಳಿಂದ ಮೈಗ್ರೇನ್ ಉಂಟಾಗಬಹುದು; ಮುಖ್ಯ ಕಾರಣಗಳು ಹೀಗಿವೆ: — [10, 542, 294, 610]
migraine-bullets-right: ಬದಲಾವಣೆ: ಮಹಿಳೆಯರಲ್ಲಿ ಋತುಚಕ್ರ ಅಥವಾ ಥೈರಾಯ್ಡ್ ಸಮಸ್ಯೆಗಳಿಂದ. ಮಾನಸಿಕ ಒತ್ತಡ: ಆತಂಕ, ಇನ್ಸೋಮ್ನಿಯಾ, ವ್ಯಸನಗಳು ಕೂಡ ಮೈಗ್ರೇನ್ ಕಾರಣ. ಸಾಮಾನ್ಯ ಲಕ್ಷಣ: ತಲೆಯ ಒಂದು ಬದಿಯಲ್ಲಿ ತೀವ್ರ ನೋವು, ವಾಕರಿಕೆ, ಬೆಳಕಿನ ಕಿರಿಕಿರಿ. ವೈದ್ಯರ ಪ್ರಕಾರ, ಮೈಗ್ರೇನ್ ತಡೆಗಟ್ಟಲು ಸಮತೋಲಿತ ಆಹಾರ ಮತ್ತು ಸಾಕಷ್ಟು ನಿದ್ರೆ ಅಗತ್ಯ. — [266, 706, 450, 809]
pencil-icon — [96, 112, 156, 128]
dancer-col2: ಇವಳು ಉತ್ತಮ ವಿದ್ಯಾರ್ಥಿನಿ; ಬಾಲ್ಯದಿಂದಲೇ ನೃತ್ಯದಲ್ಲಿ ಆಸಕ್ತಿ. 2019, 2022 ಮತ್ತು ಅಕ್ಟೋಬರ್ 2024 ರ ಕಾರ್ಯಕ್ರಮಗಳಲ್ಲಿ ಬಹುಮಾನ ಪಡೆದಿದ್ದಾಳೆ. — [624, 604, 802, 638]
zodiac-entry-libra: ♎ ತುಲಾ ತುಲಾ: ಹಣಕಾಸು ಲಾಭ, ಸಂಬಂಧಿಗಳಿಂದ ಸಹಕಾರ, ಪಾಲುದಾರಿಕೆ ವ್ಯವಹಾರದಲ್ಲಿ ದಾಖಲೆ ಎಚ್ಚರ — [181, 1383, 333, 1426]
libra-icon: ♎ ತುಲಾ — [181, 1383, 219, 1421]
